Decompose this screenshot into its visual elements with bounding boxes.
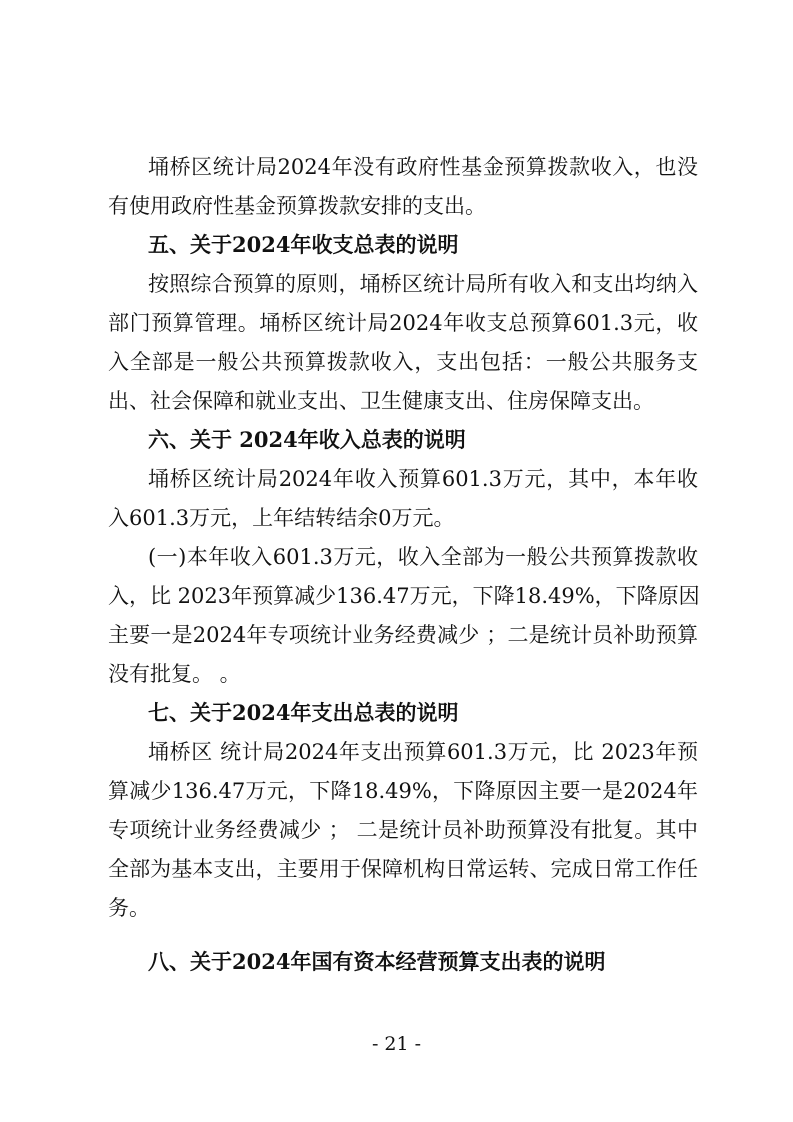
paragraph-line: 入，比 2023年预算减少136.47万元，下降18.49%，下降原因 <box>108 584 700 608</box>
section-heading-5: 五、关于2024年收支总表的说明 <box>148 232 459 257</box>
paragraph-line: 入全部是一般公共预算拨款收入，支出包括：一般公共服务支 <box>108 350 698 374</box>
paragraph-line: 主要一是2024年专项统计业务经费减少 ；二是统计员补助预算 <box>108 623 698 647</box>
paragraph-line: 没有批复。 。 <box>108 662 241 686</box>
paragraph-line: 全部为基本支出，主要用于保障机构日常运转、完成日常工作任 <box>108 857 698 881</box>
paragraph-line: 入601.3万元，上年结转结余0万元。 <box>108 506 455 530</box>
paragraph-line: 埇桥区 统计局2024年支出预算601.3万元，比 2023年预 <box>148 740 698 764</box>
paragraph-line: 专项统计业务经费减少 ； 二是统计员补助预算没有批复。其中 <box>108 818 698 842</box>
section-heading-8: 八、关于2024年国有资本经营预算支出表的说明 <box>148 949 606 974</box>
paragraph-line: 务。 <box>108 896 150 920</box>
paragraph-line: 部门预算管理。埇桥区统计局2024年收支总预算601.3元，收 <box>108 311 698 335</box>
paragraph-line: 埇桥区统计局2024年没有政府性基金预算拨款收入，也没 <box>148 155 698 179</box>
paragraph-line: 算减少136.47万元，下降18.49%，下降原因主要一是2024年 <box>108 779 698 803</box>
section-heading-7: 七、关于2024年支出总表的说明 <box>148 700 459 725</box>
section-heading-6: 六、关于 2024年收入总表的说明 <box>148 427 466 452</box>
paragraph-line: (一)本年收入601.3万元，收入全部为一般公共预算拨款收 <box>148 545 698 569</box>
page-number: - 21 - <box>371 1033 422 1055</box>
paragraph-line: 埇桥区统计局2024年收入预算601.3万元，其中，本年收 <box>148 467 698 491</box>
paragraph-line: 有使用政府性基金预算拨款安排的支出。 <box>108 194 486 218</box>
paragraph-line: 按照综合预算的原则，埇桥区统计局所有收入和支出均纳入 <box>148 272 698 296</box>
paragraph-line: 出、社会保障和就业支出、卫生健康支出、住房保障支出。 <box>108 389 654 413</box>
